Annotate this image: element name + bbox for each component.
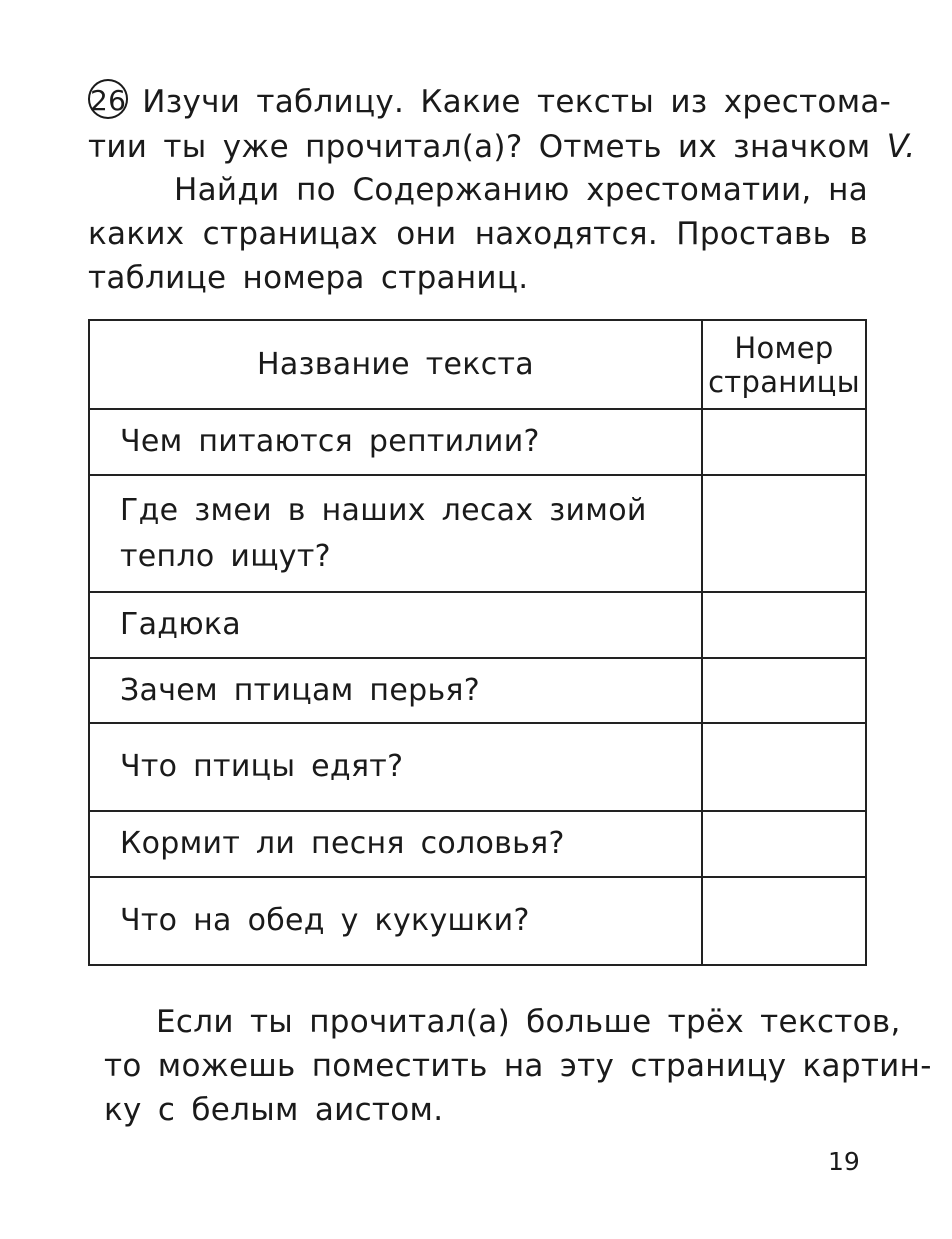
task-text-5: таблице номера страниц. [88,260,529,296]
table-row [89,592,866,658]
row-title-line: Гадюка [120,607,241,642]
task-block [88,80,916,300]
outro-block [104,1000,932,1132]
task-line-2 [88,124,916,168]
page-cell[interactable] [702,811,866,877]
task-text-4: каких страницах они находятся. Проставь в [88,216,868,252]
row-title-line: Что на обед у кукушки? [120,903,530,938]
page-cell[interactable] [702,658,866,723]
task-text-3: Найди по Содержанию хрестоматии, на [174,172,868,208]
page-number: 19 [828,1147,860,1176]
task-line-1 [88,80,892,124]
table-row [89,723,866,811]
task-text-2: тии ты уже прочитал(а)? Отметь их значком [88,129,871,165]
outro-text-3: ку с белым аистом. [104,1092,444,1128]
task-number: 26 [88,79,128,119]
row-title [89,658,702,723]
header-page-line2: страницы [708,364,860,399]
row-title-line: Зачем птицам перья? [120,672,480,708]
header-text-name: Название текста [89,320,702,409]
task-text-1: Изучи таблицу. Какие тексты из хрестома- [142,84,892,120]
page-cell[interactable] [702,592,866,658]
outro-text-1: Если ты прочитал(а) больше трёх текстов, [156,1004,901,1040]
texts-table [88,319,867,966]
table-row [89,877,866,965]
header-page-line1: Номер [734,330,834,365]
page-cell[interactable] [702,723,866,811]
outro-text-2: то можешь поместить на эту страницу картин- [104,1048,932,1084]
row-title-line: Чем питаются рептилии? [120,424,540,459]
table-row [89,475,866,592]
row-title [89,592,702,658]
page-cell[interactable] [702,409,866,475]
row-title [89,723,702,811]
row-title [89,811,702,877]
row-title [89,475,702,592]
row-title-line: Кормит ли песня соловья? [120,826,565,861]
row-title-line: тепло ищут? [120,538,331,574]
header-page-number [702,320,866,409]
table-header-row [89,320,866,409]
page-cell[interactable] [702,475,866,592]
row-title-line: Где змеи в наших лесах зимой [120,492,647,528]
row-title [89,877,702,965]
table-row [89,409,866,475]
table-row [89,658,866,723]
row-title-line: Что птицы едят? [120,749,404,784]
row-title [89,409,702,475]
table-row [89,811,866,877]
page-cell[interactable] [702,877,866,965]
check-mark-icon: V. [886,127,916,165]
